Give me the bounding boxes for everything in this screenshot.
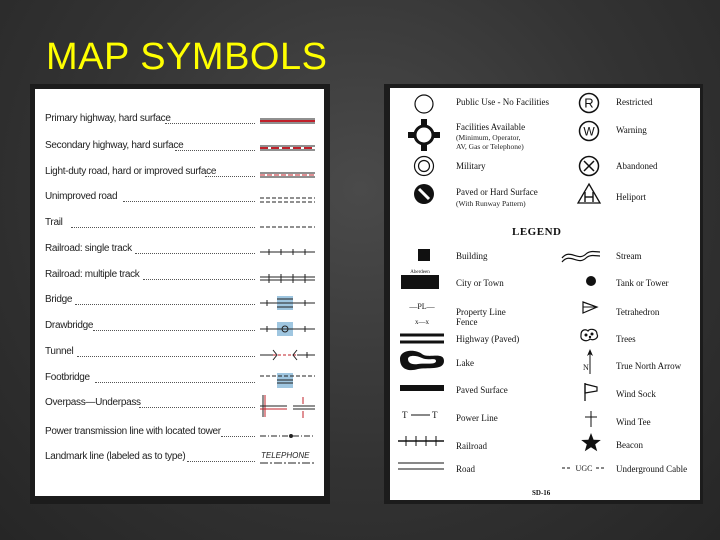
unimproved-road-icon — [257, 189, 319, 209]
circle-icon — [412, 92, 436, 116]
legend-row-light-duty-road — [35, 164, 324, 184]
label-fence: Fence — [456, 317, 478, 327]
leader-dots — [123, 201, 255, 202]
leader-dots — [135, 253, 255, 254]
label-road: Road — [456, 464, 475, 474]
row-label: Landmark line (labeled as to type) — [45, 451, 186, 462]
leader-dots — [165, 123, 255, 124]
leader-dots — [77, 356, 255, 357]
legend-row-footbridge — [35, 370, 324, 390]
property-sample: —PL— — [409, 302, 435, 311]
label-wind-tee: Wind Tee — [616, 417, 651, 427]
label-restricted: Restricted — [616, 97, 653, 107]
trees-icon — [578, 326, 600, 344]
label-railroad: Railroad — [456, 441, 487, 451]
north-arrow-sample: N — [583, 363, 589, 372]
overpass-underpass-icon — [257, 395, 319, 419]
legend-row-overpass-underpass — [35, 395, 324, 415]
legend-row-secondary-highway — [35, 138, 324, 158]
circle-r-icon — [577, 91, 601, 115]
label-city: City or Town — [456, 278, 504, 288]
slide-title: MAP SYMBOLS — [46, 36, 328, 78]
warning-glyph: W — [583, 124, 595, 139]
light-duty-road-icon — [257, 164, 319, 184]
label-warning: Warning — [616, 125, 647, 135]
row-label: Drawbridge — [45, 320, 94, 331]
primary-highway-icon — [257, 111, 319, 131]
sub-facilities-1: (Minimum, Operator, — [456, 133, 521, 142]
facilities-icon — [407, 118, 441, 152]
beacon-icon — [580, 432, 602, 452]
property-line-icon — [398, 300, 448, 330]
label-military: Military — [456, 161, 486, 171]
row-label: Light-duty road, hard or improved surface — [45, 166, 217, 177]
lake-icon — [396, 347, 448, 373]
row-label: Bridge — [45, 294, 73, 305]
sub-facilities-2: AV, Gas or Telephone) — [456, 142, 524, 151]
heliport-icon — [576, 182, 602, 206]
label-heliport: Heliport — [616, 192, 646, 202]
sub-paved-hard: (With Runway Pattern) — [456, 199, 526, 208]
paved-surface-icon — [398, 382, 448, 394]
power-line-sample-1: T — [402, 410, 408, 420]
airport-symbols-legend — [390, 88, 700, 500]
label-power-line: Power Line — [456, 413, 498, 423]
railroad-multiple-icon — [257, 267, 319, 287]
wind-tee-icon — [582, 409, 600, 429]
label-highway: Highway (Paved) — [456, 334, 520, 344]
secondary-highway-icon — [257, 138, 319, 158]
leader-dots — [175, 150, 255, 151]
power-line-sample-2: T — [432, 410, 438, 420]
label-paved-hard: Paved or Hard Surface — [456, 187, 538, 197]
leader-dots — [139, 407, 255, 408]
label-underground-cable: Underground Cable — [616, 464, 688, 474]
double-circle-icon — [412, 154, 436, 178]
underground-cable-icon — [560, 460, 608, 476]
bridge-icon — [257, 292, 319, 312]
label-property-line: Property Line — [456, 307, 506, 317]
leader-dots — [75, 304, 255, 305]
label-lake: Lake — [456, 358, 474, 368]
label-beacon: Beacon — [616, 440, 643, 450]
legend-row-unimproved-road — [35, 189, 324, 209]
circle-w-icon — [577, 119, 601, 143]
railroad-icon — [396, 433, 448, 449]
chart-code: SD-16 — [532, 489, 551, 497]
row-label: Railroad: single track — [45, 243, 132, 254]
tank-icon — [584, 274, 598, 288]
paved-runway-icon — [412, 182, 436, 206]
label-trees: Trees — [616, 334, 636, 344]
circle-x-icon — [577, 154, 601, 178]
leader-dots — [71, 227, 255, 228]
label-tank: Tank or Tower — [616, 278, 669, 288]
leader-dots — [95, 382, 255, 383]
railroad-single-icon — [257, 241, 319, 261]
city-icon — [398, 268, 444, 292]
legend-row-railroad-single — [35, 241, 324, 261]
power-transmission-icon — [257, 424, 319, 444]
label-abandoned: Abandoned — [616, 161, 658, 171]
restricted-glyph: R — [584, 95, 594, 111]
cable-sample: UGC — [575, 464, 593, 473]
label-public-use: Public Use - No Facilities — [456, 97, 549, 107]
label-wind-sock: Wind Sock — [616, 389, 656, 399]
leader-dots — [205, 176, 255, 177]
city-sample-text: Aberdeen — [410, 270, 430, 275]
row-label: Unimproved road — [45, 191, 118, 202]
row-label: Trail — [45, 217, 63, 228]
leader-dots — [143, 279, 255, 280]
row-label: Tunnel — [45, 346, 74, 357]
legend-heading: LEGEND — [512, 226, 562, 238]
fence-sample: x—x — [415, 318, 429, 326]
label-north-arrow: True North Arrow — [616, 361, 682, 371]
leader-dots — [93, 330, 255, 331]
landmark-line-icon — [257, 449, 319, 471]
tunnel-icon — [257, 344, 319, 364]
wind-sock-icon — [582, 381, 600, 403]
row-label: Primary highway, hard surface — [45, 113, 171, 124]
stream-icon — [560, 246, 602, 266]
north-arrow-icon — [582, 348, 598, 376]
legend-row-power-transmission — [35, 424, 324, 444]
row-label: Overpass—Underpass — [45, 397, 141, 408]
power-line-icon — [396, 406, 448, 426]
legend-row-drawbridge — [35, 318, 324, 338]
legend-row-landmark-line — [35, 449, 324, 469]
row-label: Railroad: multiple track — [45, 269, 140, 280]
trail-icon — [257, 215, 319, 235]
road-icon — [396, 459, 448, 473]
highway-icon — [398, 331, 448, 347]
legend-row-trail — [35, 215, 324, 235]
footbridge-icon — [257, 370, 319, 390]
drawbridge-icon — [257, 318, 319, 338]
leader-dots — [221, 436, 255, 437]
label-facilities: Facilities Available — [456, 122, 526, 132]
topographic-symbols-chart — [35, 89, 324, 496]
row-label: Footbridge — [45, 372, 90, 383]
legend-row-tunnel — [35, 344, 324, 364]
label-tetrahedron: Tetrahedron — [616, 307, 660, 317]
landmark-sample-text: TELEPHONE — [261, 451, 310, 460]
label-stream: Stream — [616, 251, 642, 261]
row-label: Power transmission line with located tower — [45, 426, 221, 437]
label-building: Building — [456, 251, 488, 261]
leader-dots — [187, 461, 255, 462]
row-label: Secondary highway, hard surface — [45, 140, 184, 151]
legend-row-railroad-multiple — [35, 267, 324, 287]
legend-row-bridge — [35, 292, 324, 312]
building-icon — [416, 248, 432, 262]
legend-row-primary-highway — [35, 111, 324, 131]
tetrahedron-icon — [580, 299, 600, 317]
label-paved-surface: Paved Surface — [456, 385, 508, 395]
